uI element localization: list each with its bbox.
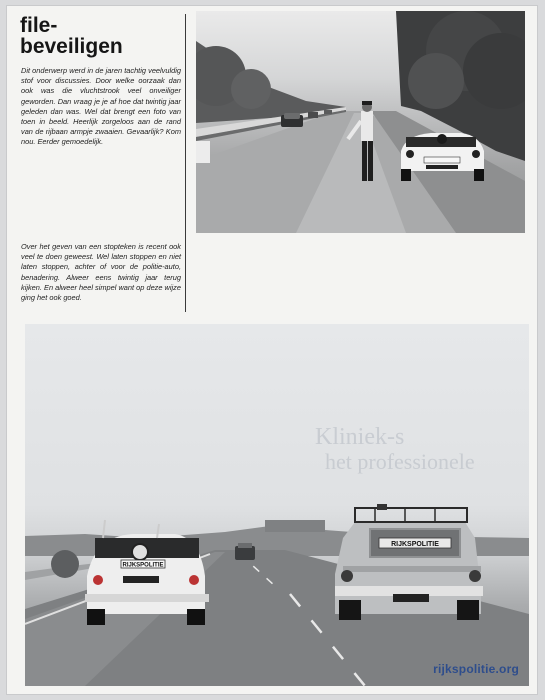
site-watermark[interactable]: rijkspolitie.org [433, 662, 519, 676]
column-divider [185, 14, 186, 312]
article-paragraph-2: Over het geven van een stopteken is recent ook veel te doen geweest. Wel laten stoppen en niet laten stoppen, achter of voor de politie-auto, benadering. Alweer eens twintig jaar terug kijken. En alweer heel simpel want op deze wijze ging het ook goed. [21, 242, 181, 303]
svg-text:Kliniek-s: Kliniek-s [315, 424, 405, 450]
photo-officer-roadside [196, 11, 525, 233]
van-rear-sign: RIJKSPOLITIE [391, 541, 439, 548]
article-title: file- beveiligen [20, 14, 123, 58]
article-paragraph-1: Dit onderwerp werd in de jaren tachtig veelvuldig stof voor discussies. Door welke oorzaak dan ook was die vluchtstrook veel onveiliger geworden. Dan vraag je je af hoe dat twintig jaar geleden dan was. Wel dat brengt een foto van toen in beeld. Heerlijk zorgeloos aan de rand van de rijbaan armpje zwaaien. Gevaarlijk? Kom nou. Eerder gemoedelijk. [21, 66, 181, 147]
photo-police-vehicles-motorway [25, 324, 529, 686]
svg-text:het professionele: het professionele [325, 449, 475, 474]
magazine-page [7, 6, 537, 694]
car-rear-sign: RIJKSPOLITIE [122, 562, 164, 569]
